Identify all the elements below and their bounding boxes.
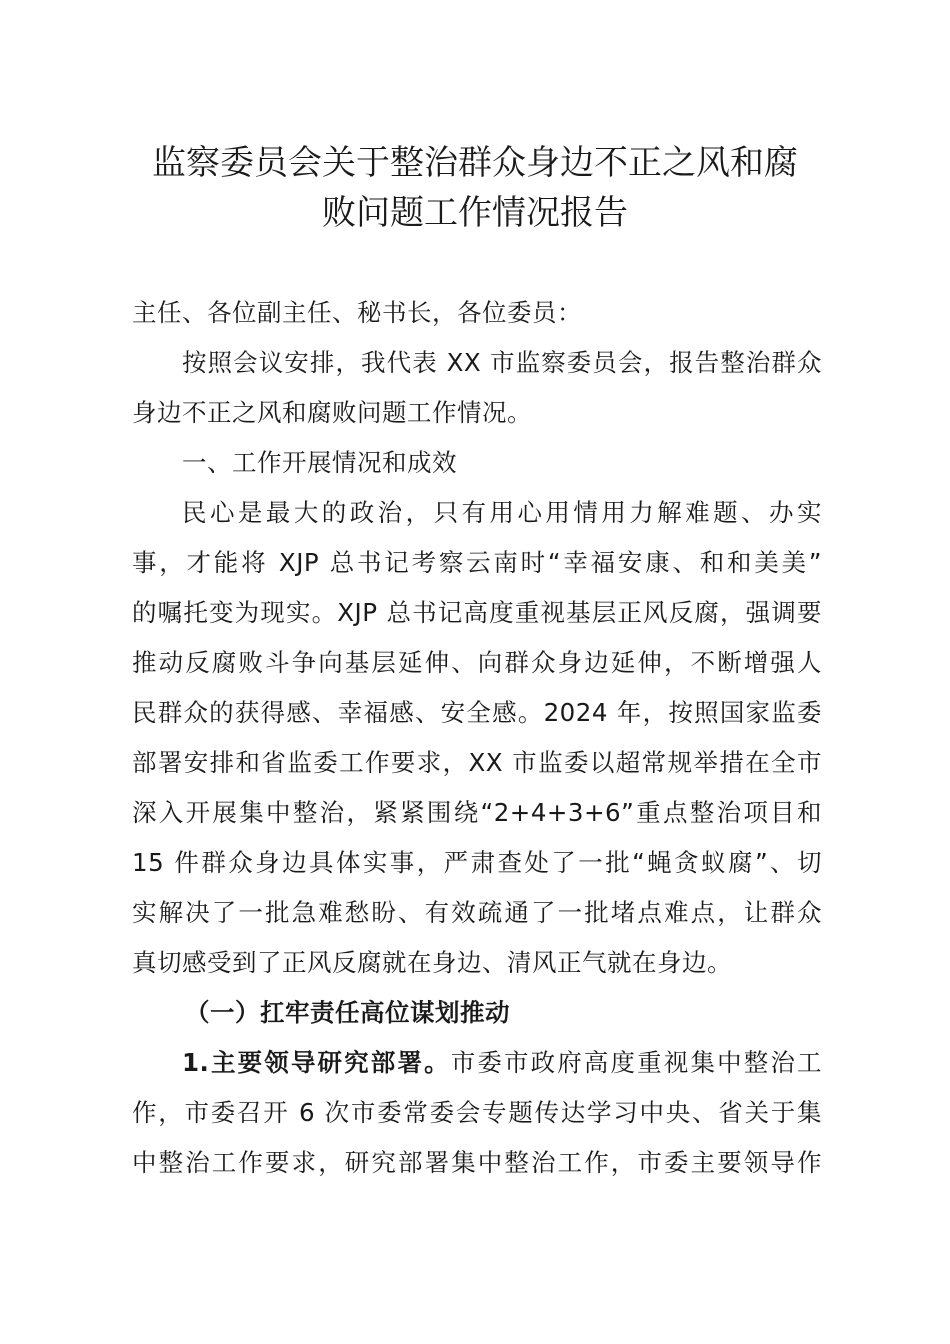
paragraph-line: 部署安排和省监委工作要求，XX 市监委以超常规举措在全市 [132, 748, 822, 777]
item-first-text: 市委市政府高度重视集中整治工 [450, 1048, 822, 1077]
paragraph-line: 15 件群众身边具体实事，严肃查处了一批“蝇贪蚁腐”、切 [132, 848, 822, 877]
section-heading: 一、工作开展情况和成效 [182, 448, 457, 477]
paragraph-line: 的嘱托变为现实。XJP 总书记高度重视基层正风反腐，强调要 [132, 598, 822, 627]
paragraph-line: 推动反腐败斗争向基层延伸、向群众身边延伸，不断增强人 [132, 648, 822, 677]
intro-line: 身边不正之风和腐败问题工作情况。 [132, 398, 532, 427]
paragraph-line: 深入开展集中整治，紧紧围绕“2+4+3+6”重点整治项目和 [132, 798, 822, 827]
intro-line: 按照会议安排，我代表 XX 市监察委员会，报告整治群众 [182, 348, 822, 377]
subsection-heading: （一）扛牢责任高位谋划推动 [185, 998, 510, 1027]
item-label: 1.主要领导研究部署。 [182, 1048, 451, 1077]
paragraph-line: 作，市委召开 6 次市委常委会专题传达学习中央、省关于集 [132, 1098, 822, 1127]
salutation: 主任、各位副主任、秘书长，各位委员： [132, 298, 582, 327]
item-first-line [182, 1038, 822, 1088]
paragraph-line: 中整治工作要求，研究部署集中整治工作，市委主要领导作 [132, 1148, 822, 1177]
title-line-1: 监察委员会关于整治群众身边不正之风和腐 [152, 143, 798, 183]
paragraph-line: 民心是最大的政治，只有用心用情用力解难题、办实 [182, 498, 822, 527]
paragraph-line: 实解决了一批急难愁盼、有效疏通了一批堵点难点，让群众 [132, 898, 822, 927]
title-line-2: 败问题工作情况报告 [322, 193, 628, 233]
paragraph-line: 真切感受到了正风反腐就在身边、清风正气就在身边。 [132, 948, 732, 977]
document-title [100, 138, 850, 238]
paragraph-line: 事，才能将 XJP 总书记考察云南时“幸福安康、和和美美” [132, 548, 822, 577]
paragraph-line: 民群众的获得感、幸福感、安全感。2024 年，按照国家监委 [132, 698, 822, 727]
